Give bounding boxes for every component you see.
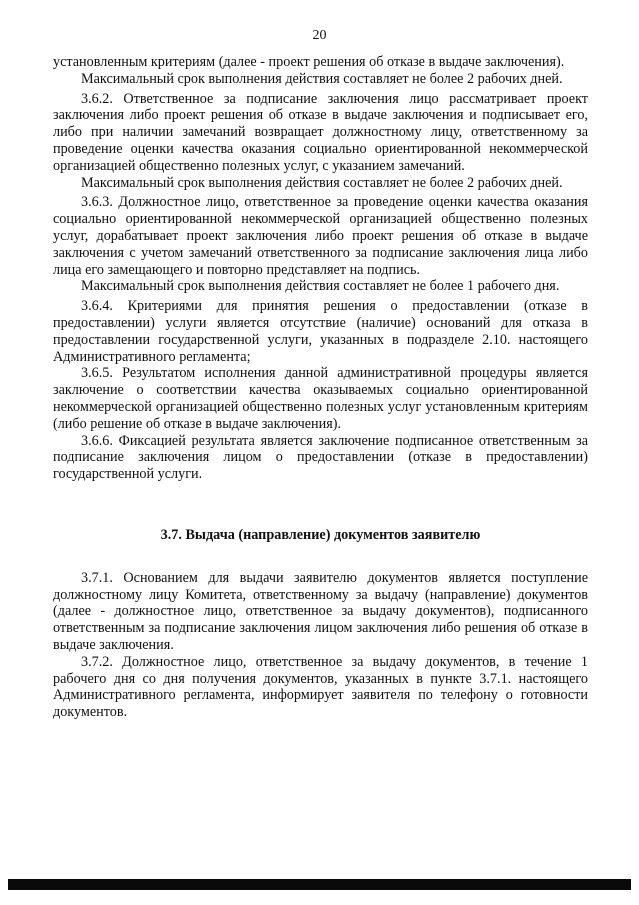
bottom-rule [8, 879, 631, 890]
document-body [53, 54, 588, 721]
paragraph: 3.6.4. Критериями для принятия решения о предоставлении (отказе в предоставлении) услуги является отсутствие (наличие) оснований для отказа в предоставлении государственной услуги, указанных в подразделе 2.10. настоящего Административного регламента; [53, 298, 588, 365]
paragraph: Максимальный срок выполнения действия составляет не более 1 рабочего дня. [81, 278, 560, 295]
paragraph: 3.6.3. Должностное лицо, ответственное за проведение оценки качества оказания социально ориентированной некоммерческой организацией общественно полезных услуг, дорабатывает проект заключения либо проект решения об отказе в выдаче заключения с учетом замечаний ответственного за подписание заключения лица либо лица его замещающего и повторно представляет на подпись. [53, 194, 588, 278]
paragraph: 3.6.6. Фиксацией результата является заключение подписанное ответственным за подписание заключения лицом о предоставлении (отказе в предоставлении) государственной услуги. [53, 432, 588, 483]
paragraph: установленным критериям (далее - проект решения об отказе в выдаче заключения). [53, 54, 565, 70]
paragraph: Максимальный срок выполнения действия составляет не более 2 рабочих дней. [81, 70, 563, 87]
paragraph: 3.6.2. Ответственное за подписание заключения лицо рассматривает проект заключения либо проект решения об отказе в выдаче заключения и подписывает его, либо при наличии замечаний возвращает должностному лицу, ответственному за проведение оценки качества оказания социально ориентированной некоммерческой организацией общественно полезных услуг, с указанием замечаний. [53, 90, 588, 174]
paragraph: 3.7.2. Должностное лицо, ответственное за выдачу документов, в течение 1 рабочего дня со дня получения документов, указанных в пункте 3.7.1. настоящего Административного регламента, информирует заявителя по телефону о готовности документов. [53, 653, 588, 721]
paragraph: 3.7.1. Основанием для выдачи заявителю документов является поступление должностному лицу Комитета, ответственному за выдачу (направление) документов (далее - должностное лицо, ответственное за выдачу документов), подписанного ответственным за подписание заключения лицом заключения либо решения об отказе в выдаче заключения. [53, 569, 588, 653]
section-heading: 3.7. Выдача (направление) документов заявителю [160, 526, 481, 543]
page-number: 20 [312, 28, 327, 43]
paragraph: 3.6.5. Результатом исполнения данной административной процедуры является заключение о соответствии качества оказываемых социально ориентированной некоммерческой организацией общественно полезных услуг установленным критериям (либо решение об отказе в выдаче заключения). [53, 365, 588, 432]
paragraph: Максимальный срок выполнения действия составляет не более 2 рабочих дней. [81, 174, 563, 191]
